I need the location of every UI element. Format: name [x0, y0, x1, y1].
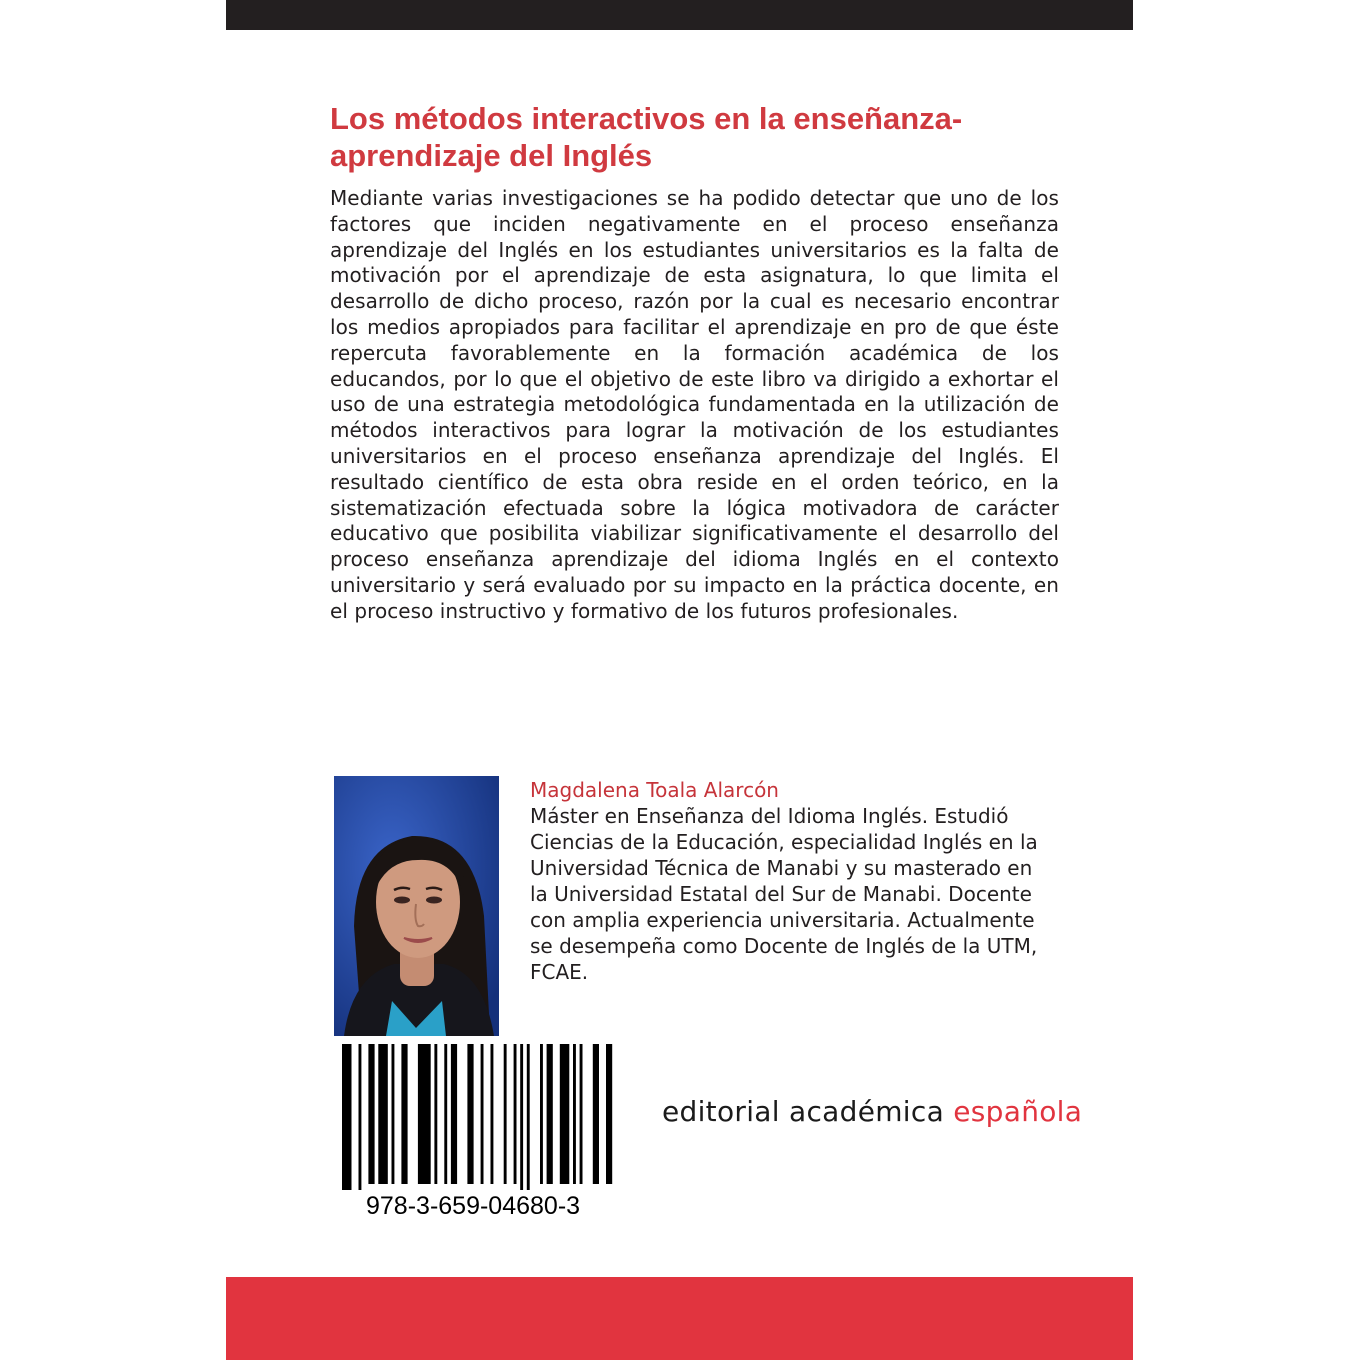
barcode-bar: [368, 1044, 374, 1184]
barcode-bar: [467, 1044, 473, 1184]
barcode-bar: [606, 1044, 612, 1184]
barcode-bar: [580, 1044, 583, 1184]
top-bar: [226, 0, 1133, 30]
barcode-bar: [451, 1044, 457, 1184]
barcode-bar: [359, 1044, 362, 1190]
barcode-bar: [378, 1044, 388, 1184]
book-title: Los métodos interactivos en la enseñanza-aprendizaje del Inglés: [330, 101, 963, 173]
author-bio-line: se desempeña como Docente de Inglés de la UTM,: [530, 934, 1038, 958]
barcode-bar: [504, 1044, 507, 1184]
barcode-bar: [444, 1044, 447, 1184]
bottom-bar: [226, 1277, 1133, 1360]
barcode-bar: [573, 1044, 576, 1184]
barcode-bar: [540, 1044, 543, 1184]
barcode-bar: [418, 1044, 431, 1184]
author-bio-line: FCAE.: [530, 960, 589, 984]
barcode-bar: [527, 1044, 530, 1190]
barcode-bar: [491, 1044, 494, 1184]
barcode-bar: [401, 1044, 407, 1184]
barcode-bar: [560, 1044, 570, 1184]
barcode-bar: [593, 1044, 599, 1184]
barcode-bar: [481, 1044, 484, 1184]
barcode-bar: [342, 1044, 352, 1190]
author-bio-line: Universidad Técnica de Manabi y su masterado en: [530, 856, 1033, 880]
author-photo: [334, 776, 499, 1036]
author-bio-line: con amplia experiencia universitaria. Actualmente: [530, 908, 1035, 932]
barcode-bar: [514, 1044, 517, 1184]
author-bio-line: la Universidad Estatal del Sur de Manabi. Docente: [530, 882, 1032, 906]
publisher-name-accent: española: [953, 1095, 1083, 1128]
author-name: Magdalena Toala Alarcón: [530, 778, 779, 802]
author-bio-line: Ciencias de la Educación, especialidad Inglés en la: [530, 830, 1038, 854]
isbn-number: 978-3-659-04680-3: [366, 1192, 581, 1220]
barcode: [334, 1040, 616, 1190]
barcode-bar: [547, 1044, 553, 1184]
publisher-logo: [662, 1094, 1082, 1130]
publisher-name-main: editorial académica: [662, 1095, 945, 1128]
author-bio-line: Máster en Enseñanza del Idioma Inglés. Estudió: [530, 804, 1009, 828]
barcode-bar: [434, 1044, 437, 1184]
barcode-bar: [520, 1044, 523, 1190]
author-bio: [530, 803, 1050, 985]
book-description: Mediante varias investigaciones se ha podido detectar que uno de los factores que inciden negativamente en el proceso enseñanza aprendizaje del Inglés en los estudiantes universitarios es la falta de motivación por el aprendizaje de esta asignatura, lo que limita el desarrollo de dicho proceso, razón por la cual es necesario encontrar los medios apropiados para facilitar el aprendizaje en pro de que éste repercuta favorablemente en la formación académica de los educandos, por lo que el objetivo de este libro va dirigido a exhortar el uso de una estrategia metodológica fundamentada en la utilización de métodos interactivos para lograr la motivación de los estudiantes universitarios en el proceso enseñanza aprendizaje del Inglés. El resultado científico de esta obra reside en el orden teórico, en la sistematización efectuada sobre la lógica motivadora de carácter educativo que posibilita viabilizar significativamente el desarrollo del proceso enseñanza aprendizaje del idioma Inglés en el contexto universitario y será evaluado por su impacto en la práctica docente, en el proceso instructivo y formativo de los futuros profesionales.: [330, 186, 1059, 623]
author-portrait-illustration: [334, 776, 499, 1036]
barcode-bar: [392, 1044, 395, 1184]
